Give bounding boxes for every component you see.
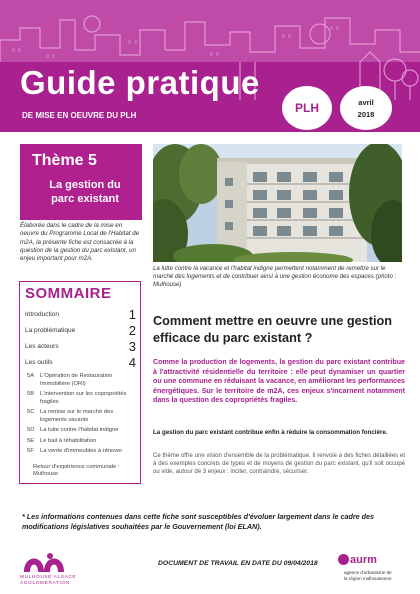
aurm-logo-name: aurm (350, 554, 377, 566)
sommaire-box (19, 281, 141, 484)
header-banner (0, 0, 420, 132)
body-paragraph: Ce thème offre une vision d'ensemble de la problématique. Il renvoie à des fiches détaillées et à des exemples concrets de types et de moyens de gestion du parc existant, qu'il soit occupé ou vide, autour de 3 enjeux : inciter, contraindre, sécuriser. (153, 453, 405, 476)
sommaire-subitem-number: 5D (27, 427, 35, 433)
building-photo-image (153, 144, 402, 262)
theme-subtitle (32, 178, 138, 206)
sommaire-subitem-number: 5F (27, 448, 34, 454)
sommaire-item[interactable] (25, 338, 136, 354)
theme-title: Thème 5 (32, 152, 97, 169)
sommaire-item-number: 1 (128, 306, 136, 322)
bold-paragraph: La gestion du parc existant contribue enfin à réduire la consommation foncière. (153, 429, 388, 436)
page-subtitle: DE MISE EN OEUVRE DU PLH (22, 111, 137, 120)
aurm-line1: agence d'urbanisme de (344, 570, 392, 575)
disclaimer-text: * Les informations contenues dans cette fiche sont susceptibles d'évoluer largement dans le cadre des modifications législatives souhaitées par le Gouvernement (loi ELAN). (22, 512, 375, 531)
sommaire-extra[interactable]: Retour d'expérience communale : Mulhouse (33, 463, 120, 477)
sommaire-item-label: Les outils (25, 358, 53, 366)
plh-badge: PLH (282, 86, 332, 130)
sommaire-subitem-label: L'intervention sur les copropriétés fragiles (40, 391, 127, 405)
m2a-line1: MULHOUSE ALSACE (20, 575, 77, 580)
sommaire-subitem-label: La remise sur le marché des logements vacants (40, 409, 114, 423)
sommaire-title: SOMMAIRE (25, 285, 112, 302)
sommaire-subitem[interactable] (25, 391, 136, 406)
sommaire-subitem-number: 5C (27, 409, 35, 415)
aurm-line2: la région mulhousienne (344, 576, 392, 581)
sommaire-item-number: 3 (128, 338, 136, 354)
sommaire-item-label: La problématique (25, 326, 76, 334)
sommaire-subitem[interactable] (25, 448, 136, 456)
work-document-date: DOCUMENT DE TRAVAIL EN DATE DU 09/04/2018 (158, 560, 318, 567)
sommaire-subitem-number: 5A (27, 373, 35, 379)
sommaire-subitem[interactable] (25, 373, 136, 388)
sommaire-item-number: 2 (128, 322, 136, 338)
sommaire-item-label: Introduction (25, 310, 59, 318)
aurm-logo-subtitle (344, 570, 392, 582)
sommaire-subitem[interactable] (25, 427, 136, 435)
sommaire-subitem-number: 5B (27, 391, 35, 397)
photo-caption: La lutte contre la vacance et l'habitat indigne permettent notamment de remettre sur le marché des logements et de contribuer ainsi à une gestion économe des espaces (photo : Mulhouse) (153, 265, 397, 288)
theme-subtitle-line1: La gestion du (49, 179, 121, 191)
date-month: avril (358, 98, 374, 107)
sommaire-subitem-label: La vente d'immeubles à rénover (40, 448, 123, 454)
sommaire-item-number: 4 (128, 354, 136, 370)
m2a-line2: AGGLOMÉRATION (20, 581, 70, 586)
sommaire-item[interactable] (25, 306, 136, 322)
sommaire-item[interactable] (25, 322, 136, 338)
sommaire-subitem-label: L'Opération de Restauration Immobilière (ORI) (40, 373, 113, 387)
sommaire-subitem-label: La lutte contre l'habitat indigne (40, 427, 119, 433)
theme-box (20, 144, 142, 220)
sommaire-subitem[interactable] (25, 438, 136, 446)
theme-subtitle-line2: parc existant (51, 193, 119, 205)
building-photo (153, 144, 402, 262)
main-headline: Comment mettre en oeuvre une gestion efficace du parc existant ? (153, 314, 392, 345)
sommaire-subitem-number: 5E (27, 437, 35, 444)
page-title: Guide pratique (20, 64, 260, 101)
sommaire-item[interactable] (25, 354, 136, 370)
aurm-logo-icon (338, 554, 349, 565)
date-badge (340, 86, 392, 130)
sommaire-subitem[interactable] (25, 409, 136, 424)
sommaire-subitem-label: Le bail à réhabilitation (40, 437, 97, 444)
intro-text: Élaborée dans le cadre de la mise en oeuvre du Programme Local de l'Habitat de m2A, la présente fiche est consacrée à la question de la gestion du parc existant, un enjeu important pour m2A. (20, 222, 140, 263)
m2a-logo-text (20, 575, 76, 587)
date-year: 2018 (357, 110, 375, 119)
lead-paragraph: Comme la production de logements, la gestion du parc existant contribue à l'attractivité résidentielle du territoire : elle peut dynamiser un quartier ou une commune en réduisant la vacance, en améliorant les performances énergétiques. Sur le territoire de m2A, ces enjeux s'incarnent notamment dans la question des copropriétés fragiles. (153, 358, 405, 405)
sommaire-item-label: Les acteurs (25, 342, 59, 350)
